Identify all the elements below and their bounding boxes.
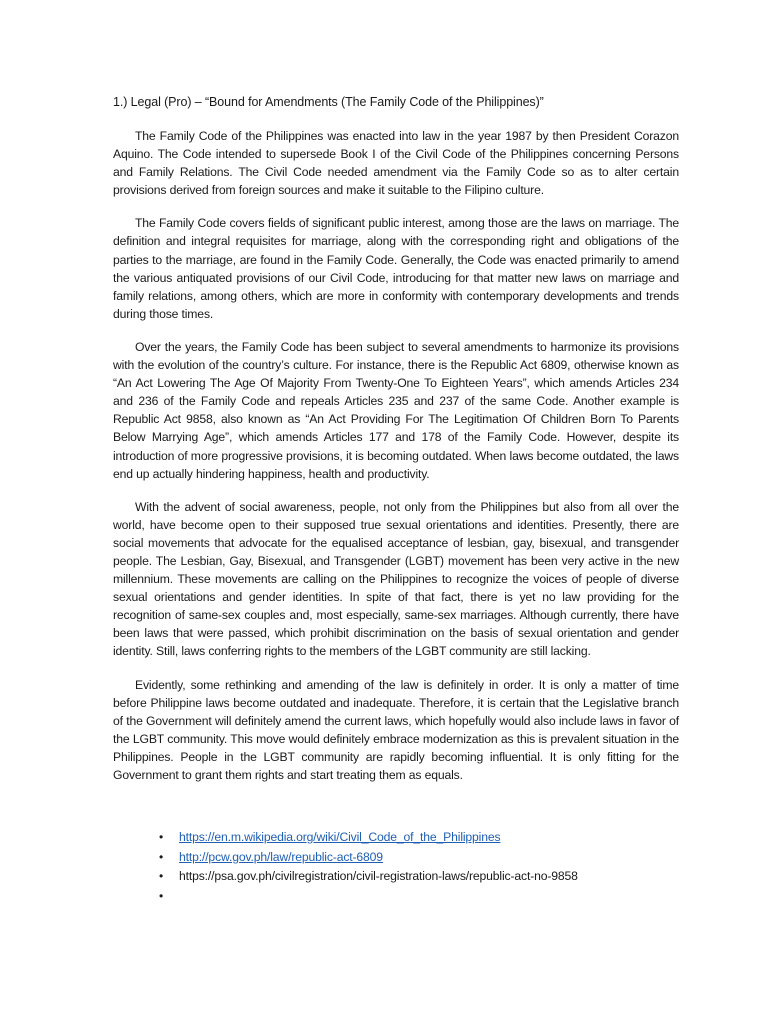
reference-item (113, 848, 679, 868)
reference-item (113, 887, 679, 907)
paragraph-amendments: Over the years, the Family Code has been subject to several amendments to harmonize its provisions with the evolution of the country’s culture. For instance, there is the Republic Act 6809, otherwise known as “An Act Lowering The Age Of Majority From Twenty-One To Eighteen Years”, which amends Articles 234 and 236 of the Family Code and repeals Articles 235 and 237 of the same Code. Another example is Republic Act 9858, also known as “An Act Providing For The Legitimation Of Children Born To Parents Below Marrying Age”, which amends Articles 177 and 178 of the Family Code. However, despite its introduction of more progressive provisions, it is becoming outdated. When laws become outdated, the laws end up actually hindering happiness, health and productivity. (113, 339, 679, 481)
reference-item (113, 867, 679, 887)
paragraph-social-awareness: With the advent of social awareness, people, not only from the Philippines but also from all over the world, have become open to their supposed true sexual orientations and identities. Presently, there are social movements that advocate for the equalised acceptance of lesbian, gay, bisexual, and transgender people. The Lesbian, Gay, Bisexual, and Transgender (LGBT) movement has been very active in the new millennium. These movements are calling on the Philippines to recognize the voices of people of diverse sexual orientations and gender identities. In spite of that fact, there is yet no law providing for the recognition of same-sex couples and, most especially, same-sex marriages. Although currently, there have been laws that were passed, which prohibit discrimination on the basis of sexual orientation and gender identity. Still, laws conferring rights to the members of the LGBT community are still lacking. (113, 499, 679, 659)
paragraph-conclusion: Evidently, some rethinking and amending of the law is definitely in order. It is only a matter of time before Philippine laws become outdated and inadequate. Therefore, it is certain that the Legislative branch of the Government will definitely amend the current laws, which hopefully would also include laws in favor of the LGBT community. This move would definitely embrace modernization as this is prevalent situation in the Philippines. People in the LGBT community are rapidly becoming influential. It is only fitting for the Government to grant them rights and start treating them as equals. (113, 677, 679, 782)
reference-link-wikipedia[interactable]: https://en.m.wikipedia.org/wiki/Civil_Code_of_the_Philippines (179, 830, 501, 845)
bullet-icon: • (159, 888, 164, 903)
document-heading: 1.) Legal (Pro) – “Bound for Amendments (The Family Code of the Philippines)” (113, 95, 544, 109)
document-page (113, 94, 679, 906)
reference-list (113, 828, 679, 906)
bullet-icon: • (159, 849, 164, 864)
bullet-icon: • (159, 830, 164, 845)
paragraph-family-code-enactment: The Family Code of the Philippines was enacted into law in the year 1987 by then President Corazon Aquino. The Code intended to supersede Book I of the Civil Code of the Philippines concerning Persons and Family Relations. The Civil Code needed amendment via the Family Code so as to alter certain provisions derived from foreign sources and make it suitable to the Filipino culture. (113, 129, 679, 198)
paragraph-family-code-scope: The Family Code covers fields of significant public interest, among those are the laws on marriage. The definition and integral requisites for marriage, along with the corresponding right and obligations of the parties to the marriage, are found in the Family Code. Generally, the Code was enacted primarily to amend the various antiquated provisions of our Civil Code, introducing for that matter new laws on marriage and family relations, among others, which are more in conformity with contemporary developments and trends during those times. (113, 216, 679, 321)
reference-item (113, 828, 679, 848)
reference-text-psa: https://psa.gov.ph/civilregistration/civil-registration-laws/republic-act-no-9858 (179, 869, 578, 884)
reference-link-pcw[interactable]: http://pcw.gov.ph/law/republic-act-6809 (179, 849, 383, 864)
bullet-icon: • (159, 869, 164, 884)
